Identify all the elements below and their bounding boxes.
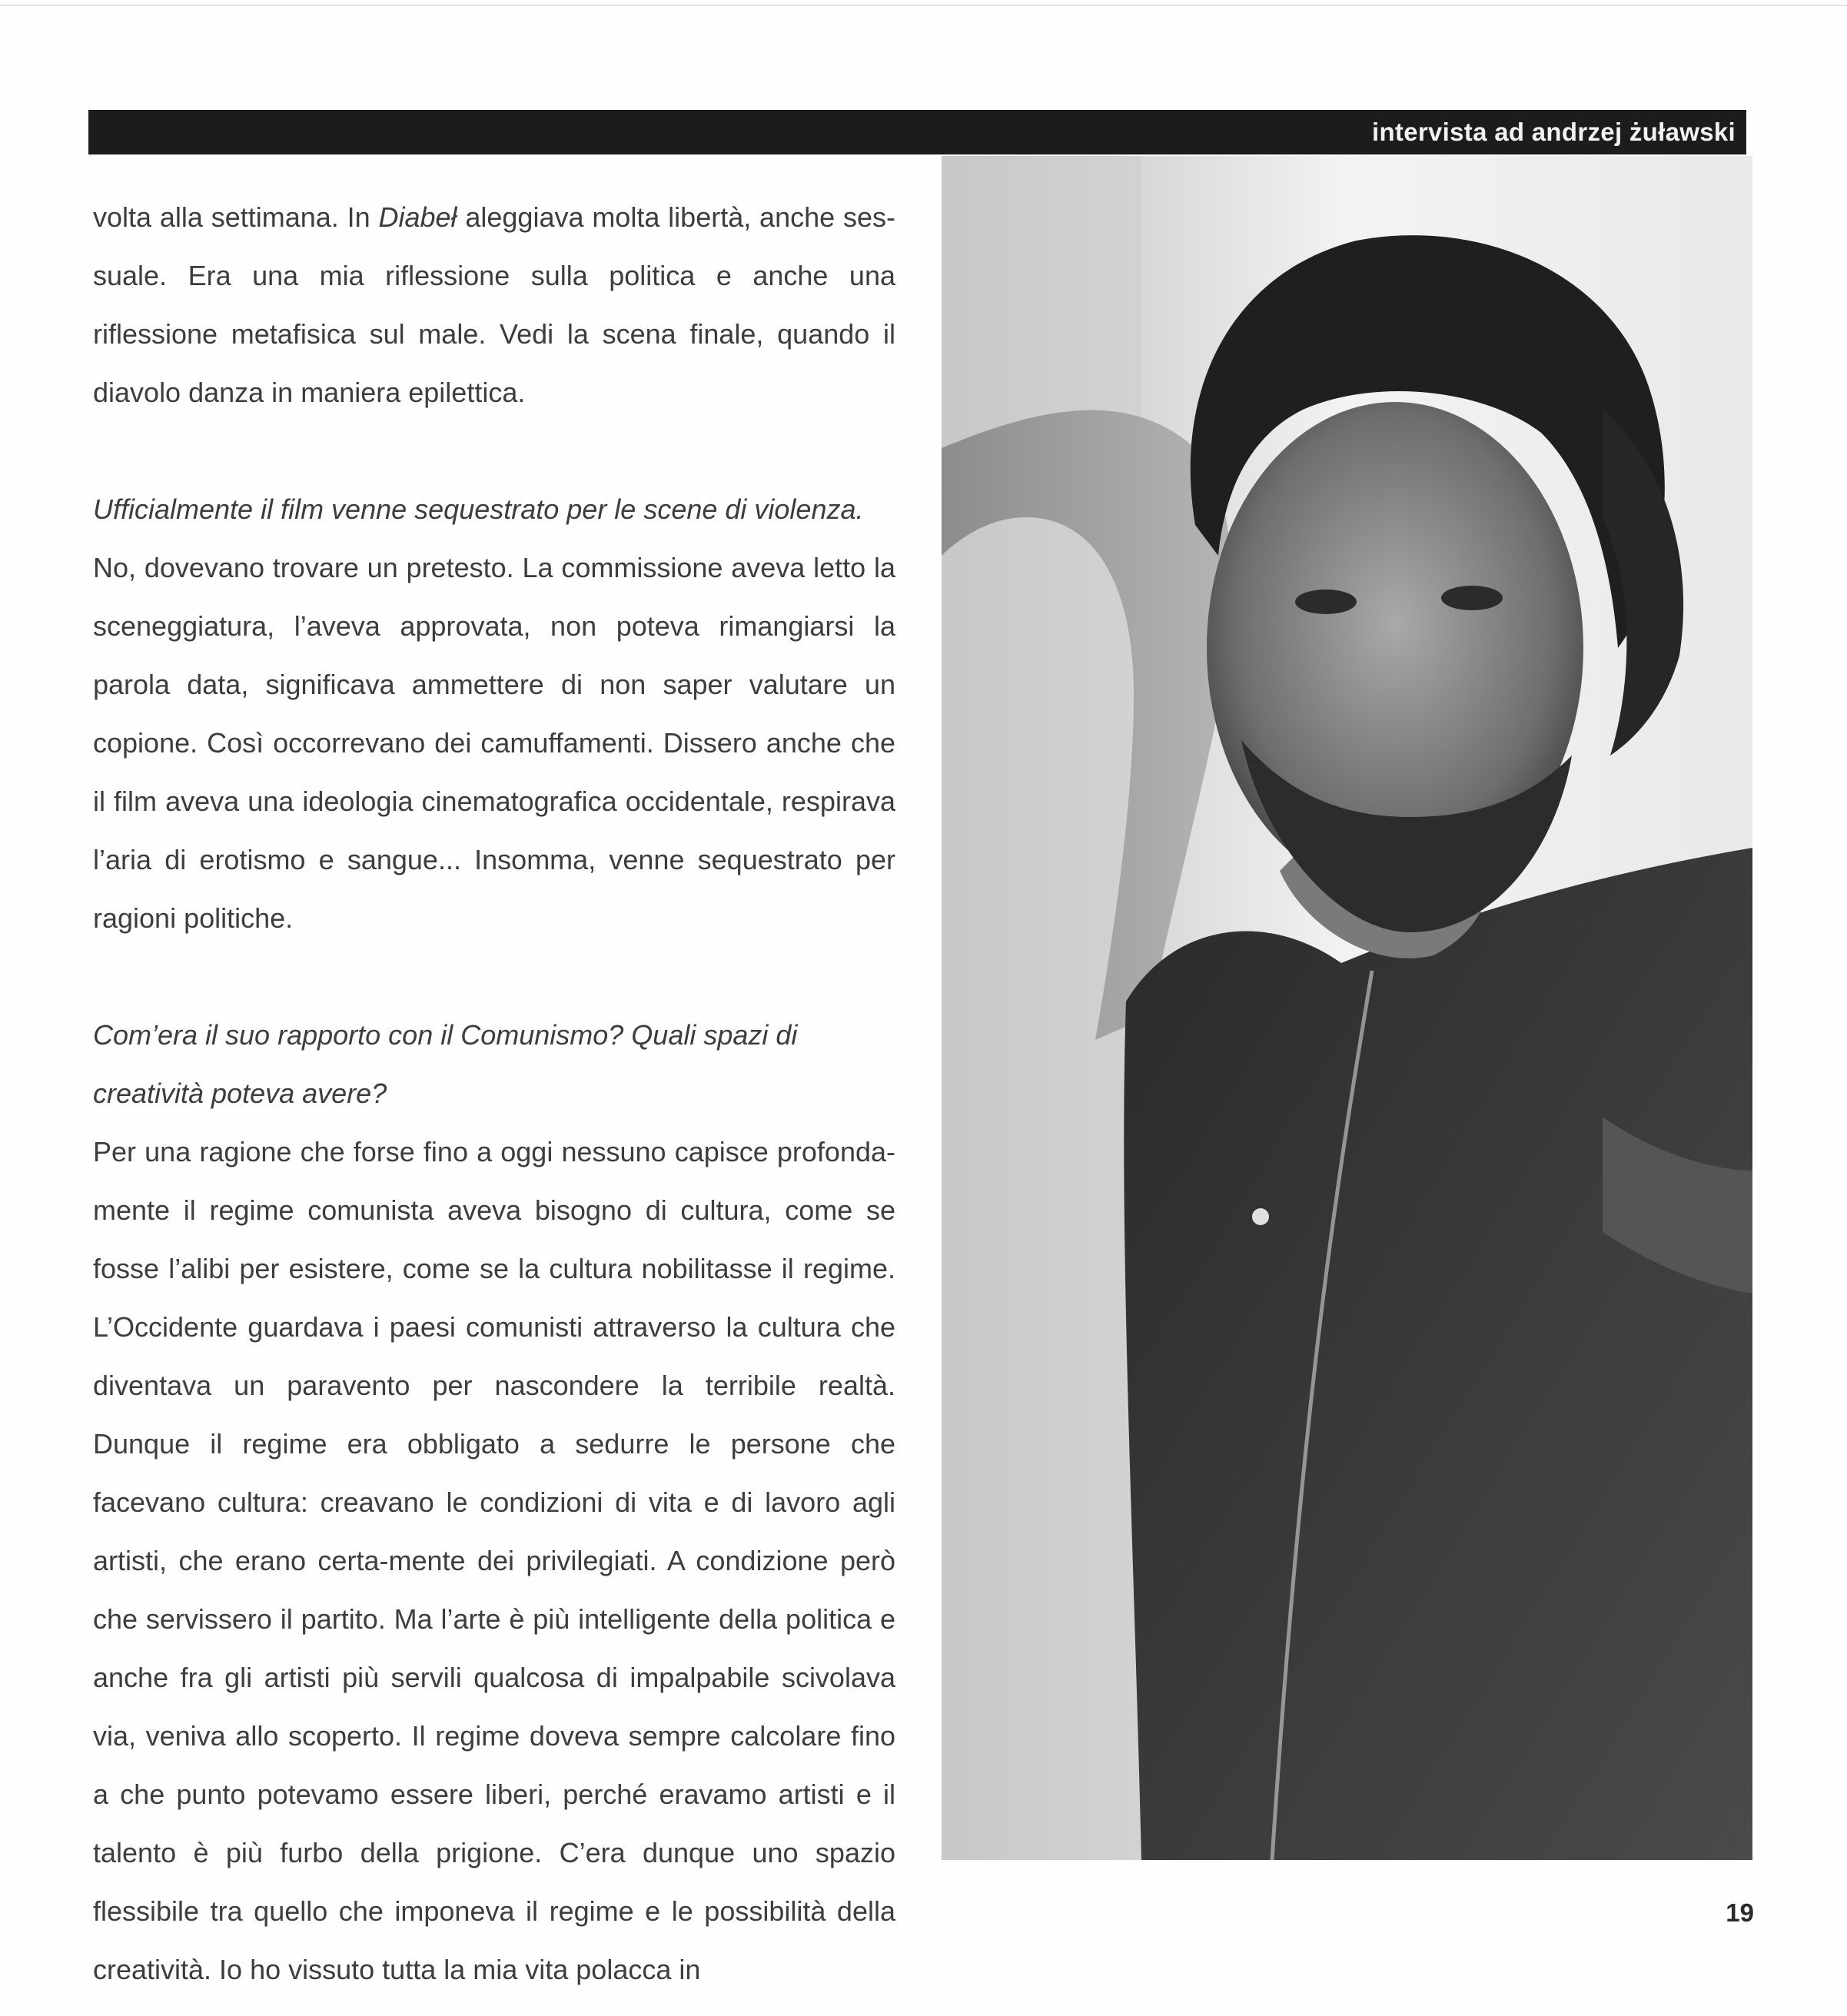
- film-title: Diabeł: [378, 201, 457, 233]
- section-header-bar: [88, 110, 1746, 154]
- paragraph-1-end: aleggiava molta libertà, anche ses-suale. Era una mia riflessione sulla politica e anche una riflessione metafisica sul male. Vedi la scena finale, quando il diavolo danza in maniera epilettica.: [93, 201, 895, 408]
- portrait-photo: [942, 156, 1752, 1860]
- section-title: intervista ad andrzej żuławski: [1372, 118, 1736, 146]
- portrait-image: [942, 156, 1752, 1860]
- interview-question-1: Ufficialmente il film venne sequestrato per le scene di violenza.: [93, 493, 864, 525]
- article-text-column: [93, 188, 895, 1999]
- page-number: 19: [1726, 1898, 1754, 1927]
- paragraph-gap: [93, 948, 895, 1006]
- paragraph-1-start: volta alla settimana. In: [93, 201, 379, 233]
- interview-answer-2: Per una ragione che forse fino a oggi nessuno capisce profonda-mente il regime comunista aveva bisogno di cultura, come se fosse l’alibi per esistere, come se la cultura nobilitasse il regime. L’Occidente guardava i paesi comunisti attraverso la cultura che diventava un paravento per nascondere la terribile realtà. Dunque il regime era obbligato a sedurre le persone che facevano cultura: creavano le condizioni di vita e di lavoro agli artisti, che erano certa-mente dei privilegiati. A condizione però che servissero il partito. Ma l’arte è più intelligente della politica e anche fra gli artisti più servili qualcosa di impalpabile scivolava via, veniva allo scoperto. Il regime doveva sempre calcolare fino a che punto potevamo essere liberi, perché eravamo artisti e il talento è più furbo della prigione. C’era dunque uno spazio flessibile tra quello che imponeva il regime e le possibilità della creatività. Io ho vissuto tutta la mia vita polacca in: [93, 1136, 895, 1985]
- paragraph-1: [93, 188, 895, 422]
- interview-question-2: Com’era il suo rapporto con il Comunismo? Quali spazi di creatività poteva avere?: [93, 1019, 798, 1109]
- scan-edge-line: [0, 5, 1847, 6]
- paragraph-gap: [93, 422, 895, 480]
- interview-answer-1: No, dovevano trovare un pretesto. La commissione aveva letto la sceneggiatura, l’aveva approvata, non poteva rimangiarsi la parola data, significava ammettere di non saper valutare un copione. Così occorrevano dei camuffamenti. Dissero anche che il film aveva una ideologia cinematografica occidentale, respirava l’aria di erotismo e sangue... Insomma, venne sequestrato per ragioni politiche.: [93, 552, 895, 934]
